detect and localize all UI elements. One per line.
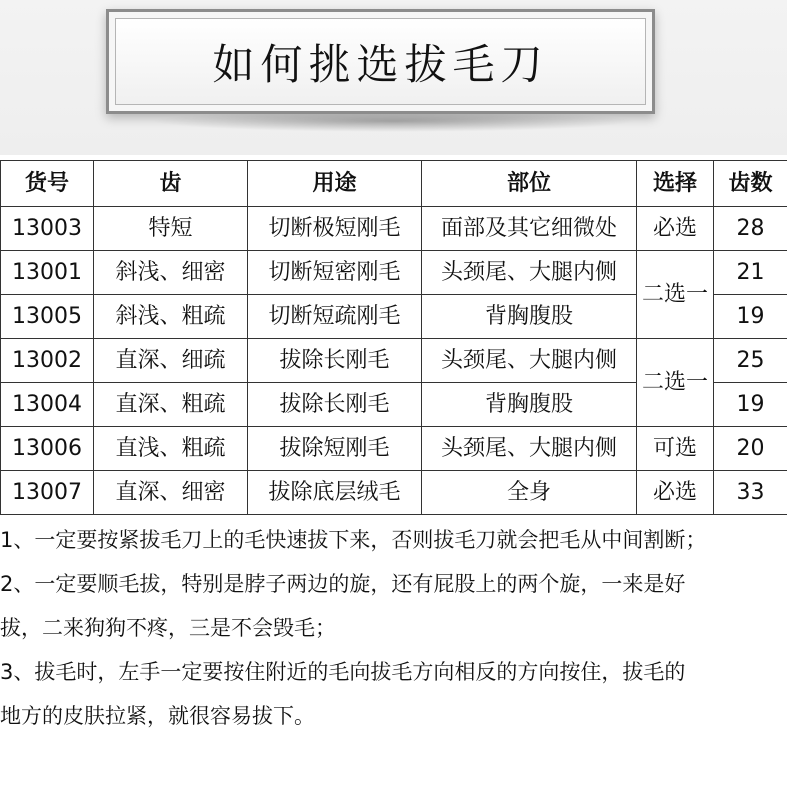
cell-code: 13001 bbox=[1, 251, 94, 295]
cell-part: 背胸腹股 bbox=[422, 295, 637, 339]
cell-choice: 可选 bbox=[637, 427, 714, 471]
cell-part: 头颈尾、大腿内侧 bbox=[422, 251, 637, 295]
table-row bbox=[1, 471, 787, 515]
cell-code: 13007 bbox=[1, 471, 94, 515]
cell-teeth: 特短 bbox=[94, 207, 248, 251]
cell-count: 20 bbox=[714, 427, 787, 471]
table-row bbox=[1, 207, 787, 251]
table-row bbox=[1, 251, 787, 295]
table-row bbox=[1, 427, 787, 471]
cell-part: 面部及其它细微处 bbox=[422, 207, 637, 251]
cell-use: 拔除长刚毛 bbox=[248, 383, 422, 427]
table-row bbox=[1, 339, 787, 383]
cell-choice: 必选 bbox=[637, 471, 714, 515]
cell-code: 13004 bbox=[1, 383, 94, 427]
page-title: 如何挑选拔毛刀 bbox=[212, 39, 549, 89]
cell-teeth: 直深、细密 bbox=[94, 471, 248, 515]
cell-use: 切断极短刚毛 bbox=[248, 207, 422, 251]
header-part: 部位 bbox=[422, 161, 637, 207]
note-line: 地方的皮肤拉紧，就很容易拔下。 bbox=[0, 704, 315, 728]
note-line: 拔，二来狗狗不疼，三是不会毁毛； bbox=[0, 616, 336, 640]
title-inner-frame bbox=[115, 18, 646, 105]
note-line: 1、一定要按紧拔毛刀上的毛快速拔下来，否则拔毛刀就会把毛从中间割断； bbox=[0, 528, 707, 552]
cell-teeth: 斜浅、粗疏 bbox=[94, 295, 248, 339]
title-frame bbox=[106, 9, 655, 114]
header-code: 货号 bbox=[1, 161, 94, 207]
header-use: 用途 bbox=[248, 161, 422, 207]
cell-count: 21 bbox=[714, 251, 787, 295]
cell-code: 13005 bbox=[1, 295, 94, 339]
cell-teeth: 斜浅、细密 bbox=[94, 251, 248, 295]
cell-count: 25 bbox=[714, 339, 787, 383]
cell-use: 拔除底层绒毛 bbox=[248, 471, 422, 515]
header-teeth: 齿 bbox=[94, 161, 248, 207]
cell-choice: 必选 bbox=[637, 207, 714, 251]
cell-count: 19 bbox=[714, 295, 787, 339]
cell-count: 33 bbox=[714, 471, 787, 515]
cell-code: 13006 bbox=[1, 427, 94, 471]
cell-count: 19 bbox=[714, 383, 787, 427]
cell-use: 切断短疏刚毛 bbox=[248, 295, 422, 339]
cell-choice-merged: 二选一 bbox=[637, 339, 714, 427]
cell-code: 13002 bbox=[1, 339, 94, 383]
cell-teeth: 直浅、粗疏 bbox=[94, 427, 248, 471]
cell-choice-merged: 二选一 bbox=[637, 251, 714, 339]
cell-use: 切断短密刚毛 bbox=[248, 251, 422, 295]
header-choice: 选择 bbox=[637, 161, 714, 207]
table-header-row bbox=[1, 161, 787, 207]
cell-code: 13003 bbox=[1, 207, 94, 251]
cell-part: 头颈尾、大腿内侧 bbox=[422, 427, 637, 471]
usage-notes bbox=[0, 518, 787, 738]
cell-use: 拔除短刚毛 bbox=[248, 427, 422, 471]
cell-use: 拔除长刚毛 bbox=[248, 339, 422, 383]
note-line: 2、一定要顺毛拔，特别是脖子两边的旋，还有屁股上的两个旋，一来是好 bbox=[0, 572, 686, 596]
comparison-table bbox=[0, 160, 787, 515]
note-line: 3、拔毛时，左手一定要按住附近的毛向拔毛方向相反的方向按住，拔毛的 bbox=[0, 660, 686, 684]
header-count: 齿数 bbox=[714, 161, 787, 207]
cell-count: 28 bbox=[714, 207, 787, 251]
cell-teeth: 直深、细疏 bbox=[94, 339, 248, 383]
cell-part: 全身 bbox=[422, 471, 637, 515]
cell-teeth: 直深、粗疏 bbox=[94, 383, 248, 427]
cell-part: 背胸腹股 bbox=[422, 383, 637, 427]
cell-part: 头颈尾、大腿内侧 bbox=[422, 339, 637, 383]
